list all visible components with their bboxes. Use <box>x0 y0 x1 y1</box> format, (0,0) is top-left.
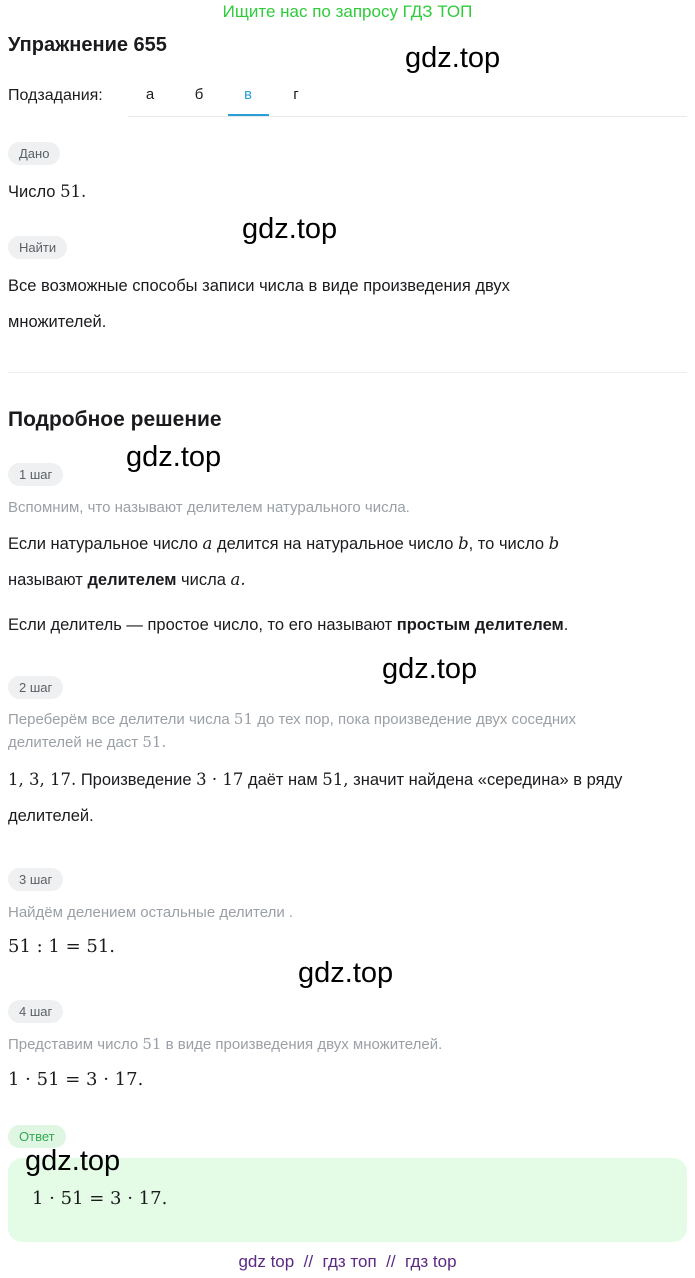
step-3-badge: 3 шаг <box>8 868 63 891</box>
math-number: 51, <box>322 770 349 789</box>
step-2-hint-text: до тех пор, пока произведение двух соседних <box>257 711 576 728</box>
var-b: b <box>458 534 469 553</box>
search-banner: Ищите нас по запросу ГДЗ ТОП <box>222 2 473 21</box>
watermark: gdz.top <box>405 42 501 74</box>
step-4-badge: 4 шаг <box>8 1000 63 1023</box>
term-divisor: делителем <box>87 571 177 589</box>
step-2-hint-line-2 <box>8 731 166 754</box>
step-1-text: числа <box>181 571 226 589</box>
answer-equation: 1 · 51 = 3 · 17. <box>32 1188 168 1209</box>
var-a: a <box>202 534 213 553</box>
step-1-badge: 1 шаг <box>8 463 63 486</box>
step-2-line-1 <box>8 762 622 798</box>
find-line-2: множителей. <box>8 313 107 331</box>
step-1-paragraph-3 <box>8 607 568 643</box>
tab-b[interactable]: б <box>194 86 204 103</box>
solution-title: Подробное решение <box>8 408 222 431</box>
step-2-line-2: делителей. <box>8 807 94 825</box>
given-number: 51. <box>60 182 87 201</box>
step-1-text: называют <box>8 571 83 589</box>
var-a: a. <box>230 570 246 589</box>
step-4-hint-text: в виде произведения двух множителей. <box>165 1036 443 1053</box>
var-b: b <box>548 534 560 553</box>
find-badge: Найти <box>8 236 67 259</box>
step-1-text: . <box>563 616 569 634</box>
term-prime-divisor: простым делителем <box>396 616 564 634</box>
step-4-equation: 1 · 51 = 3 · 17. <box>8 1069 144 1090</box>
step-2-hint-number: 51 <box>233 710 254 728</box>
section-divider <box>8 372 687 373</box>
watermark: gdz.top <box>242 213 338 245</box>
watermark: gdz.top <box>126 441 222 473</box>
tab-a[interactable]: а <box>145 86 155 103</box>
given-label: Число <box>8 183 56 201</box>
step-2-hint-text: Переберём все делители числа <box>8 711 230 728</box>
subtasks-divider <box>128 116 687 117</box>
active-tab-underline <box>228 114 269 116</box>
step-1-text: , то число <box>468 535 544 553</box>
step-3-equation: 51 : 1 = 51. <box>8 936 116 957</box>
step-2-text: Произведение <box>80 771 192 789</box>
step-2-text: значит найдена «середина» в ряду <box>353 771 623 789</box>
given-badge: Дано <box>8 142 60 165</box>
tab-v[interactable]: в <box>244 86 252 103</box>
watermark: gdz.top <box>298 957 394 989</box>
step-1-hint: Вспомним, что называют делителем натурального числа. <box>8 499 410 516</box>
watermark: gdz.top <box>25 1145 121 1177</box>
page-title: Упражнение 655 <box>8 34 167 56</box>
step-1-text: Если натуральное число <box>8 535 198 553</box>
answer-badge: Ответ <box>8 1125 66 1148</box>
given-text <box>8 174 86 210</box>
step-4-hint <box>8 1033 442 1056</box>
subtasks-label: Подзадания: <box>8 87 103 104</box>
math-divisors: 1, 3, 17. <box>8 770 77 789</box>
watermark: gdz.top <box>382 653 478 685</box>
find-line-1: Все возможные способы записи числа в виде произведения двух <box>8 277 510 295</box>
step-4-hint-number: 51 <box>142 1035 162 1053</box>
step-2-hint-line-1 <box>8 708 576 731</box>
tab-g[interactable]: г <box>293 86 299 103</box>
step-1-text: Если делитель — простое число, то его называют <box>8 616 393 634</box>
step-1-text: делится на натуральное число <box>216 535 454 553</box>
step-3-hint: Найдём делением остальные делители . <box>8 904 294 921</box>
step-1-paragraph-2 <box>8 562 246 598</box>
step-2-hint-number: 51. <box>142 733 167 751</box>
step-2-text: даёт нам <box>247 771 318 789</box>
step-4-hint-text: Представим число <box>8 1036 139 1053</box>
step-2-hint-text: делителей не даст <box>8 734 139 751</box>
step-2-badge: 2 шаг <box>8 676 63 699</box>
step-1-paragraph-1 <box>8 526 559 562</box>
footer-links[interactable]: gdz top // гдз топ // гдз top <box>238 1252 457 1271</box>
math-product: 3 · 17 <box>196 770 244 789</box>
